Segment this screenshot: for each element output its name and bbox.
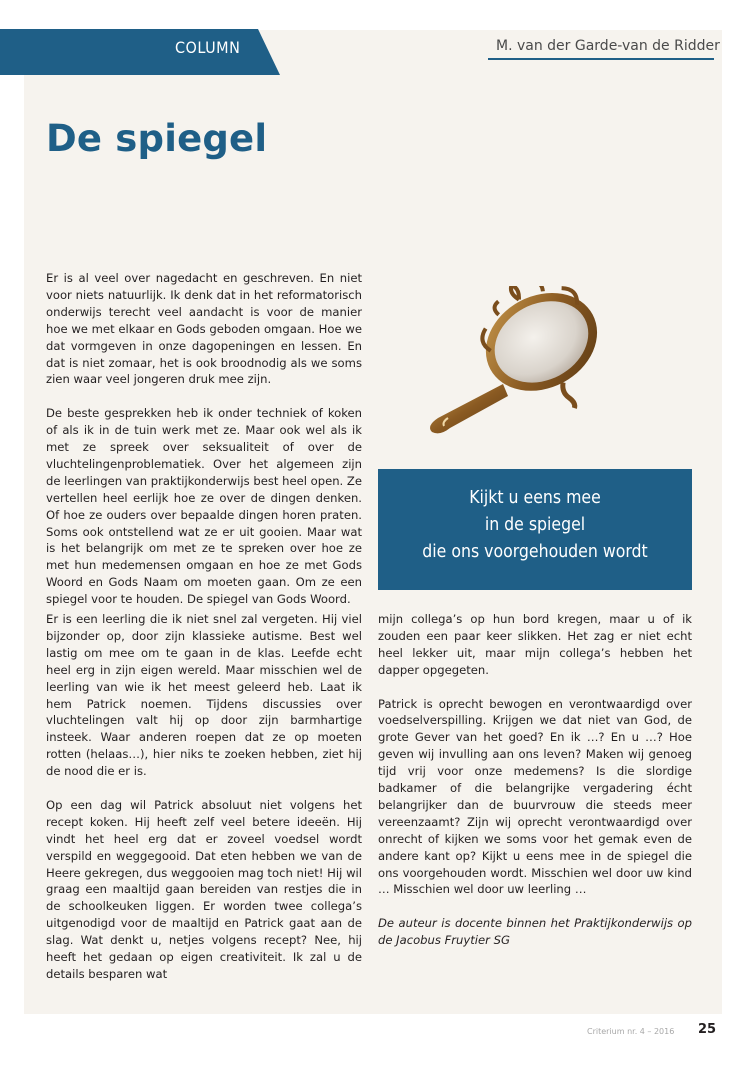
pull-quote-line: die ons voorgehouden wordt [422,542,648,562]
paragraph: Op een dag wil Patrick absoluut niet volgens het recept koken. Hij heeft zelf veel betere ideeën. Hij vindt het heel erg dat er zoveel voedsel wordt verspild en weggegooid. Dat eten hebben we van de Heere gekregen, dus weggooien mag toch niet! Hij wil graag een maaltijd gaan bereiden van restjes die in de schoolkeuken liggen. Er worden twee collega’s uitgenodigd voor de maaltijd en Patrick gaat aan de slag. Wat denkt u, netjes volgens recept? Nee, hij heeft het gedaan op eigen creativiteit. Ik zal u de details besparen wat [46,797,362,982]
pull-quote [378,469,692,590]
pull-quote-line: in de spiegel [484,515,586,535]
paragraph: De beste gesprekken heb ik onder techniek of koken of als ik in de tuin werk met ze. Maar ook wel als ik met ze spreek over seksualiteit of over de vluchtelingenproblematiek. Over het algemeen zijn de leerlingen van praktijkonderwijs best heel open. Ze vertellen heel eerlijk hoe ze over de dingen denken. Of hoe ze ouders over bepaalde dingen horen praten. Soms ook ontstellend wat ze er uit gooien. Maar wat is het belangrijk om met ze te spreken over hoe ze met hun medemensen omgaan en hoe ze met Gods Woord en Gods Naam om moeten gaan. Om ze een spiegel voor te houden. De spiegel van Gods Woord. [46,406,362,607]
author-name: M. van der Garde-van de Ridder [496,38,720,54]
paragraph: mijn collega’s op hun bord kregen, maar u of ik zouden een paar keer slikken. Het zag er niet echt heel lekker uit, maar mijn collega’s hebben het dapper opgegeten. [378,612,692,677]
hand-mirror-icon [408,286,638,446]
publication-info: Criterium nr. 4 – 2016 [587,1027,675,1036]
paragraph: Er is een leerling die ik niet snel zal vergeten. Hij viel bijzonder op, door zijn klassieke autisme. Best wel lastig om mee om te gaan in de klas. Leefde echt heel erg in zijn eigen wereld. Maar misschien wel de leerling van wie ik het meest geleerd heb. Laat ik hem Patrick noemen. Tijdens discussies over vluchtelingen valt hij op door zijn barmhartige insteek. Waar anderen roepen dat ze op moeten rotten (helaas…), hier niks te zoeken hebben, ziet hij de nood die er is. [46,612,362,779]
column-left-top [46,270,362,608]
article-title: De spiegel [46,117,268,160]
column-left-bottom [46,611,362,983]
page-number: 25 [698,1022,717,1037]
paragraph: Er is al veel over nagedacht en geschreven. En niet voor niets natuurlijk. Ik denk dat in het reformatorisch onderwijs terecht veel aandacht is voor de manier hoe we met elkaar en Gods geboden omgaan. Hoe we dat vormgeven in onze dagopeningen en lessen. En dat is niet zomaar, het is ook broodnodig als we soms zien waar veel jongeren druk mee zijn. [46,271,362,387]
author-underline [488,58,714,60]
paragraph: Patrick is oprecht bewogen en verontwaardigd over voedselverspilling. Krijgen we dat niet van God, de grote Gever van het goed? En ik …? En u …? Hoe geven wij invulling aan ons leven? Maken wij genoeg tijd vrij voor onze medemens? Is die slordige badkamer of die belangrijke vergadering écht belangrijker dan de buurvrouw die steeds meer vereenzaamt? Zijn wij oprecht verontwaardigd over onrecht of kijken we soms voor het gemak even de andere kant op? Kijkt u eens mee in de spiegel die ons voorgehouden wordt. Misschien wel door uw kind … Misschien wel door uw leerling … [378,696,692,897]
author-byline: De auteur is docente binnen het Praktijkonderwijs op de Jacobus Fruytier SG [378,916,692,948]
column-right [378,611,692,949]
pull-quote-line: Kijkt u eens mee [469,488,601,508]
section-label: COLUMN [175,38,241,57]
